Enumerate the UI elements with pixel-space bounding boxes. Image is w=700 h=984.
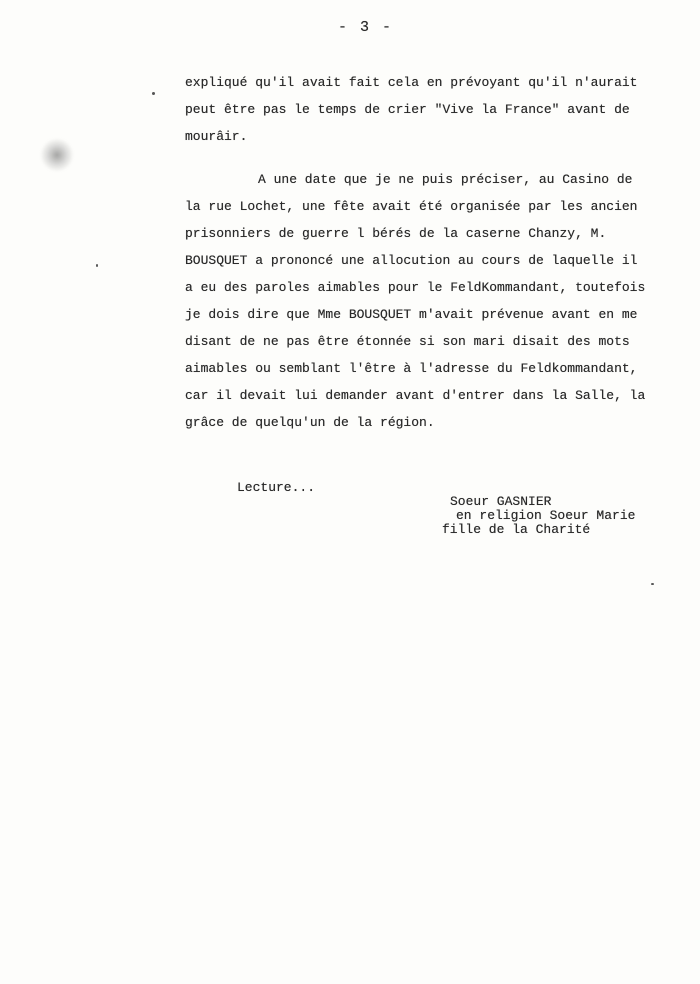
paragraph-2-line: prisonniers de guerre l bérés de la caserne Chanzy, M. [185,226,607,241]
paragraph-2-line: BOUSQUET a prononcé une allocution au cours de laquelle il [185,253,638,268]
paragraph-2-line: a eu des paroles aimables pour le FeldKommandant, toutefois [185,280,646,295]
paragraph-2-line: la rue Lochet, une fête avait été organisée par les ancien [185,199,638,214]
paragraph-2-line: disant de ne pas être étonnée si son mari disait des mots [185,334,630,349]
paragraph-2-line: grâce de quelqu'un de la région. [185,415,435,430]
paragraph-2-line: car il devait lui demander avant d'entrer dans la Salle, la [185,388,646,403]
closing-text: Lecture... [237,480,316,495]
paragraph-2-line: aimables ou semblant l'être à l'adresse du Feldkommandant, [185,361,638,376]
margin-speck [651,583,654,585]
margin-speck [96,264,98,267]
paragraph-2-line: je dois dire que Mme BOUSQUET m'avait prévenue avant en me [185,307,638,322]
paragraph-1-line: expliqué qu'il avait fait cela en prévoyant qu'il n'aurait [185,75,638,90]
signature-line: en religion Soeur Marie [456,508,636,523]
page-number: - 3 - [338,19,394,36]
ink-smudge [40,138,74,172]
signature-line: Soeur GASNIER [450,494,552,509]
paragraph-1-line: peut être pas le temps de crier "Vive la France" avant de [185,102,630,117]
signature-line: fille de la Charité [442,522,591,537]
paragraph-1-line: mourâir. [185,129,248,144]
paragraph-2-line: A une date que je ne puis préciser, au Casino de [258,172,633,187]
margin-speck [152,92,155,95]
